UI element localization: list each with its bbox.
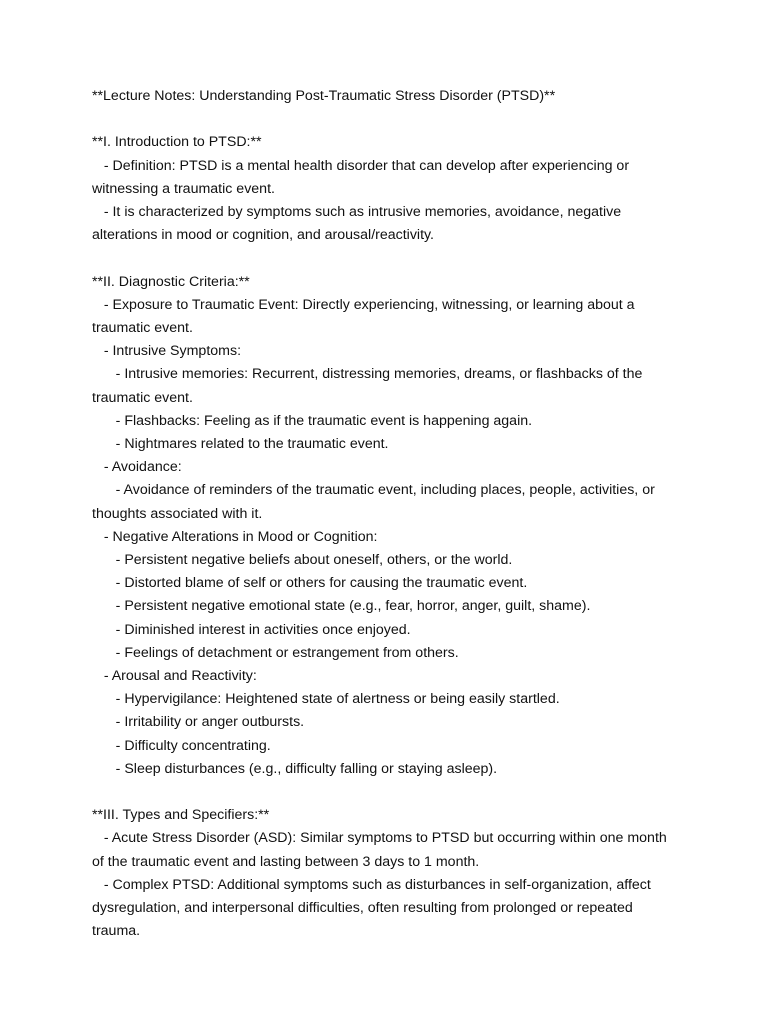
- bullet-item: - Acute Stress Disorder (ASD): Similar symptoms to PTSD but occurring within one month: [92, 830, 667, 847]
- section-heading: **II. Diagnostic Criteria:**: [92, 273, 250, 290]
- bullet-item: - It is characterized by symptoms such as intrusive memories, avoidance, negative: [92, 204, 622, 220]
- blank-line: [92, 247, 682, 270]
- bullet-item: - Complex PTSD: Additional symptoms such as disturbances in self-organization, affect: [92, 876, 651, 893]
- bullet-item: - Diminished interest in activities once enjoyed.: [92, 621, 411, 638]
- bullet-item: - Distorted blame of self or others for causing the traumatic event.: [92, 575, 528, 592]
- bullet-item: - Persistent negative beliefs about oneself, others, or the world.: [92, 552, 513, 569]
- bullet-item: - Negative Alterations in Mood or Cognition:: [92, 528, 378, 545]
- bullet-item: - Definition: PTSD is a mental health disorder that can develop after experiencing or: [92, 157, 630, 174]
- bullet-item: - Irritability or anger outbursts.: [92, 714, 305, 731]
- bullet-item: - Arousal and Reactivity:: [92, 668, 257, 685]
- bullet-item: - Exposure to Traumatic Event: Directly experiencing, witnessing, or learning about a: [92, 296, 635, 313]
- bullet-item: - Hypervigilance: Heightened state of alertness or being easily startled.: [92, 691, 560, 708]
- bullet-item: - Avoidance of reminders of the traumatic event, including places, people, activities, or: [92, 482, 655, 499]
- bullet-item: - Intrusive memories: Recurrent, distressing memories, dreams, or flashbacks of the: [92, 366, 643, 383]
- bullet-item: - Avoidance:: [92, 459, 182, 476]
- document-body: [92, 85, 682, 943]
- section-heading: **III. Types and Specifiers:**: [92, 807, 270, 824]
- bullet-continuation: of the traumatic event and lasting between 3 days to 1 month.: [92, 853, 480, 870]
- bullet-continuation: traumatic event.: [92, 320, 193, 336]
- bullet-item: - Sleep disturbances (e.g., difficulty falling or staying asleep).: [92, 760, 498, 777]
- bullet-continuation: traumatic event.: [92, 389, 193, 406]
- bullet-item: - Nightmares related to the traumatic event.: [92, 436, 389, 453]
- blank-line: [92, 781, 682, 804]
- bullet-continuation: dysregulation, and interpersonal difficulties, often resulting from prolonged or repeated: [92, 900, 633, 917]
- section-heading: **I. Introduction to PTSD:**: [92, 134, 262, 151]
- bullet-continuation: trauma.: [92, 923, 141, 940]
- bullet-item: - Difficulty concentrating.: [92, 737, 271, 754]
- bullet-item: - Flashbacks: Feeling as if the traumatic event is happening again.: [92, 412, 533, 429]
- bullet-continuation: thoughts associated with it.: [92, 505, 263, 522]
- bullet-item: - Persistent negative emotional state (e.g., fear, horror, anger, guilt, shame).: [92, 598, 591, 615]
- bullet-continuation: witnessing a traumatic event.: [92, 180, 275, 197]
- bullet-continuation: alterations in mood or cognition, and arousal/reactivity.: [92, 227, 434, 244]
- bullet-item: - Feelings of detachment or estrangement from others.: [92, 644, 459, 661]
- document-title: **Lecture Notes: Understanding Post-Traumatic Stress Disorder (PTSD)**: [92, 88, 556, 104]
- blank-line: [92, 108, 682, 131]
- bullet-item: - Intrusive Symptoms:: [92, 343, 242, 360]
